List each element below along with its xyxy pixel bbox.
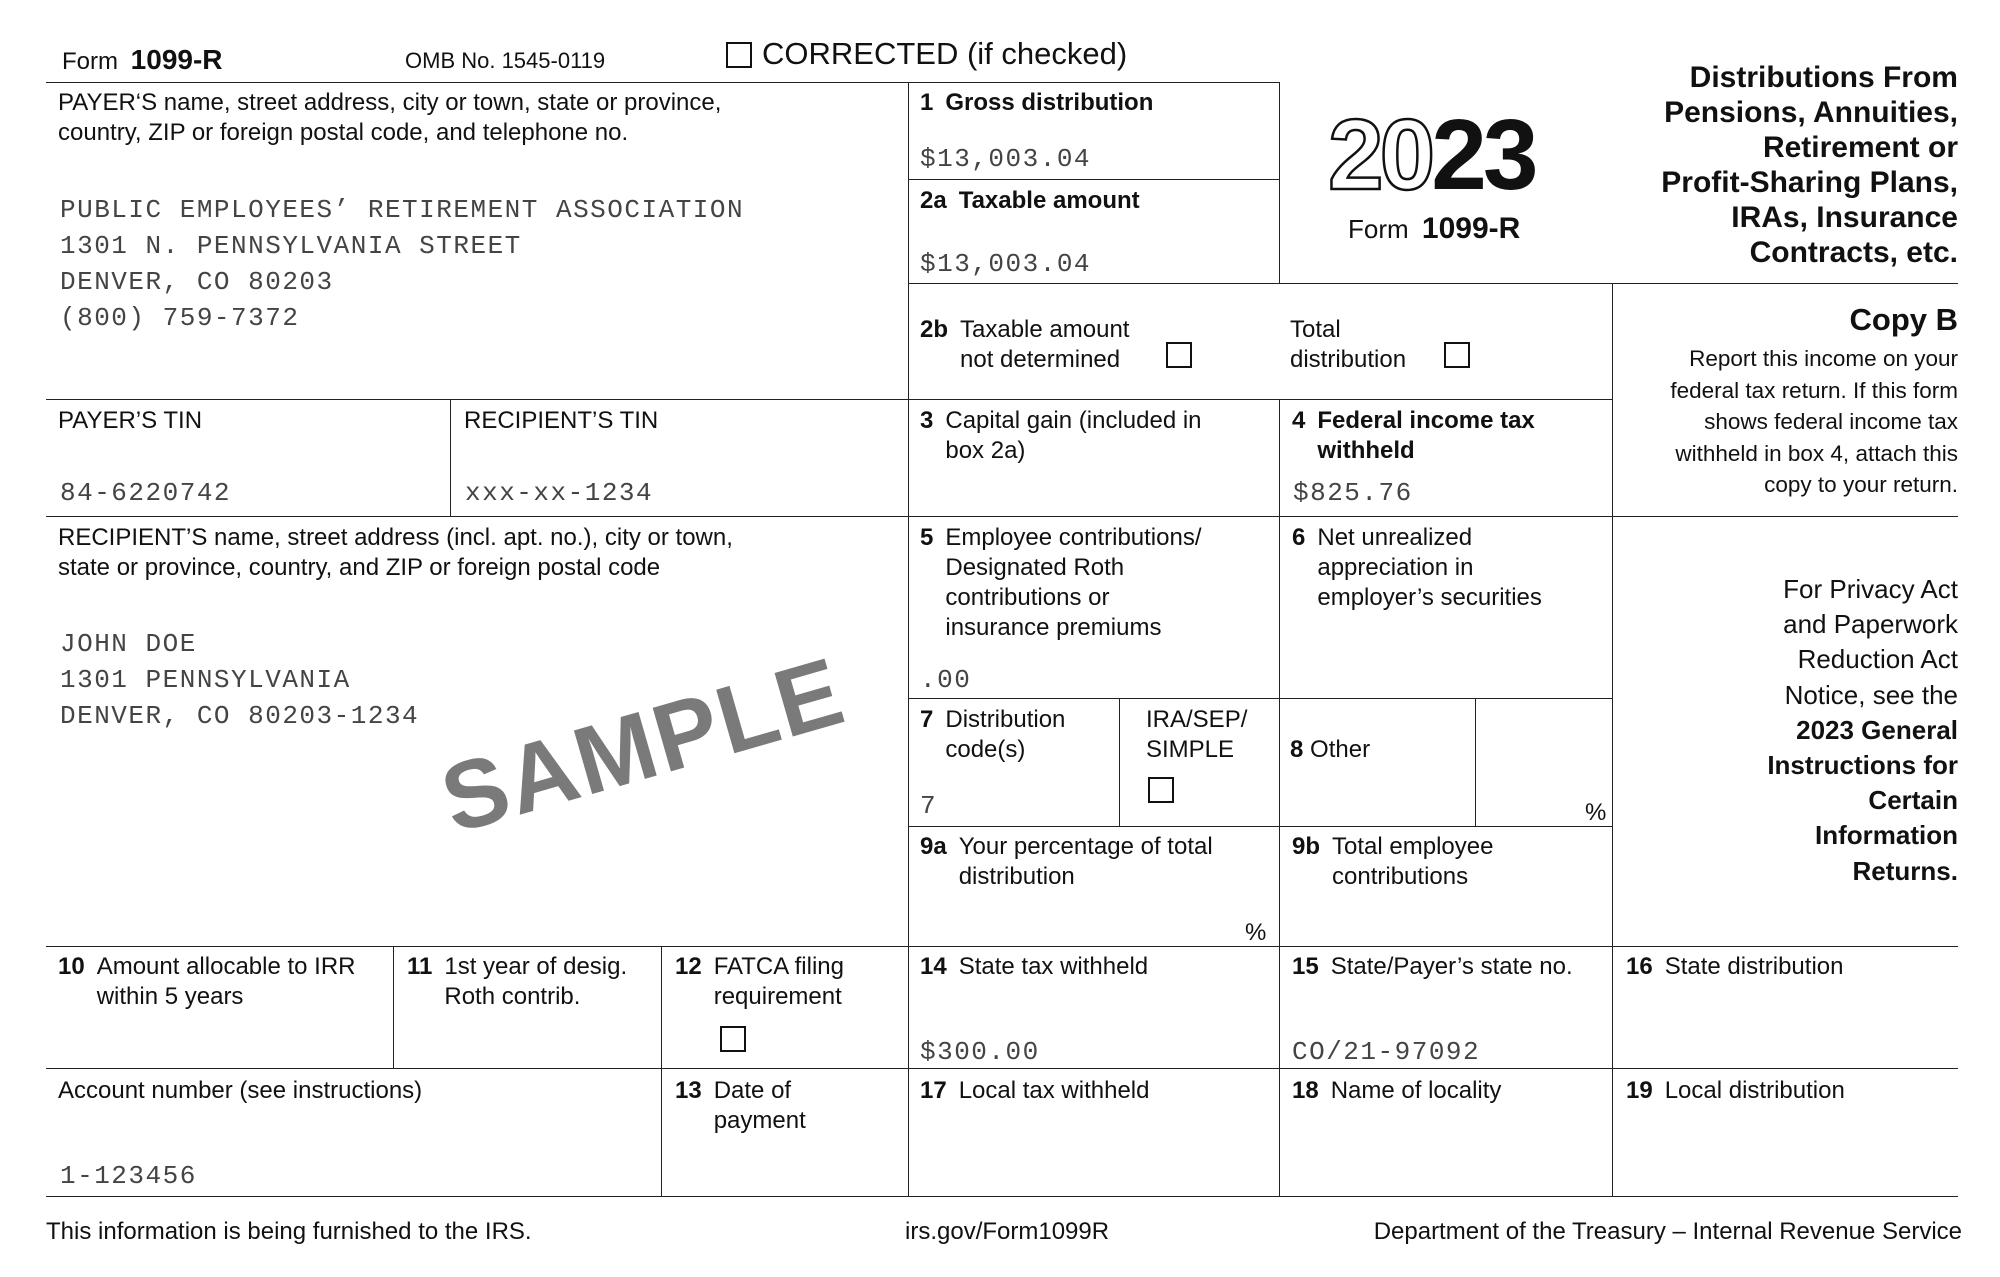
form-id [62, 44, 223, 76]
rule [450, 399, 451, 516]
box4-text: Federal income tax withheld [1317, 407, 1535, 464]
box19-text: Local distribution [1664, 1077, 1845, 1104]
rule [661, 946, 662, 1196]
box8-percent: % [1585, 799, 1607, 826]
rule [1612, 283, 1613, 1196]
box19-number: 19 [1626, 1077, 1653, 1104]
box14-value: $300.00 [920, 1037, 1040, 1067]
box1-number: 1 [920, 89, 934, 116]
total-distribution-label: Total distribution [1290, 316, 1407, 373]
box19-label [1626, 1076, 1845, 1106]
total-distribution-checkbox[interactable] [1444, 342, 1470, 368]
box14-number: 14 [920, 953, 947, 980]
box9a-percent: % [1245, 919, 1267, 946]
rule [46, 1196, 1958, 1197]
form-prefix: Form [62, 48, 118, 75]
box10-label [58, 952, 356, 1012]
box11-text: 1st year of desig. Roth contrib. [444, 953, 628, 1010]
tax-year-prefix: 20 [1328, 99, 1432, 211]
box2a-text: Taxable amount [958, 187, 1140, 214]
box3-text: Capital gain (included in box 2a) [945, 407, 1202, 464]
rule [46, 516, 1958, 517]
box17-label [920, 1076, 1149, 1106]
payer-value: PUBLIC EMPLOYEES’ RETIREMENT ASSOCIATION 1301 N. PENNSYLVANIA STREET DENVER, CO 80203 (800) 759-7372 [60, 195, 745, 333]
box9b-label [1292, 832, 1493, 892]
box17-number: 17 [920, 1077, 947, 1104]
box12-label [675, 952, 844, 1012]
box15-text: State/Payer’s state no. [1330, 953, 1573, 980]
corrected-label: CORRECTED (if checked) [762, 36, 1128, 71]
box2a-number: 2a [920, 187, 947, 214]
box14-label [920, 952, 1148, 982]
payer-label: PAYER‘S name, street address, city or town, state or province, country, ZIP or foreign postal code, and telephone no. [58, 89, 722, 146]
account-value: 1-123456 [60, 1161, 197, 1191]
box2b-text: Taxable amount not determined [960, 316, 1130, 373]
privacy-instructions: 2023 General Instructions for Certain Information Returns. [1767, 714, 1958, 886]
box2a-value: $13,003.04 [920, 249, 1092, 279]
tax-year-suffix: 23 [1431, 99, 1535, 211]
account-label: Account number (see instructions) [58, 1077, 423, 1104]
year-form-number: 1099-R [1421, 212, 1521, 245]
box18-number: 18 [1292, 1077, 1319, 1104]
box4-value: $825.76 [1293, 478, 1413, 508]
box2b-checkbox[interactable] [1166, 342, 1192, 368]
rule [1279, 399, 1280, 1196]
box1-value: $13,003.04 [920, 144, 1092, 174]
box5-text: Employee contributions/ Designated Roth contributions or insurance premiums [945, 524, 1202, 641]
footer-left: This information is being furnished to the IRS. [46, 1218, 532, 1245]
payer-tin-value: 84-6220742 [60, 478, 232, 508]
year-form-id [1348, 212, 1520, 246]
copy-instructions: Report this income on your federal tax return. If this form shows federal income tax withheld in box 4, attach this copy to your return. [1670, 346, 1958, 497]
box10-number: 10 [58, 953, 85, 980]
box16-text: State distribution [1664, 953, 1844, 980]
box15-value: CO/21-97092 [1292, 1037, 1481, 1067]
box13-label [675, 1076, 806, 1136]
rule [908, 179, 1279, 180]
form-title: Distributions From Pensions, Annuities, Retirement or Profit-Sharing Plans, IRAs, Insurance Contracts, etc. [1661, 61, 1958, 269]
box9a-text: Your percentage of total distribution [958, 833, 1213, 890]
box5-number: 5 [920, 524, 934, 551]
rule [46, 946, 1958, 947]
tax-year [1328, 100, 1534, 210]
box5-label [920, 523, 1202, 643]
box3-number: 3 [920, 407, 934, 434]
box5-value: .00 [920, 665, 972, 695]
box6-text: Net unrealized appreciation in employer’s securities [1317, 524, 1542, 611]
box2b-number: 2b [920, 316, 949, 343]
fatca-checkbox[interactable] [720, 1026, 746, 1052]
box6-label [1292, 523, 1542, 613]
box13-text: Date of payment [713, 1077, 806, 1134]
rule [908, 698, 1612, 699]
box9a-number: 9a [920, 833, 947, 860]
box2b-label [920, 315, 1129, 375]
recipient-value: JOHN DOE 1301 PENNSYLVANIA DENVER, CO 80203-1234 [60, 629, 420, 731]
box14-text: State tax withheld [958, 953, 1149, 980]
box10-text: Amount allocable to IRR within 5 years [96, 953, 356, 1010]
box8-number: 8 [1290, 736, 1304, 763]
copy-title: Copy B [1849, 302, 1958, 337]
box12-text: FATCA filing requirement [713, 953, 844, 1010]
omb-number: OMB No. 1545-0119 [405, 48, 606, 73]
privacy-text: For Privacy Act and Paperwork Reduction Act Notice, see the [1783, 574, 1958, 710]
box3-label [920, 406, 1202, 466]
rule [46, 399, 1612, 400]
box7-text: Distribution code(s) [945, 706, 1066, 763]
ira-sep-simple-checkbox[interactable] [1148, 777, 1174, 803]
box7-number: 7 [920, 706, 934, 733]
box7-label [920, 705, 1065, 765]
box9a-label [920, 832, 1213, 892]
box16-number: 16 [1626, 953, 1653, 980]
payer-tin-label: PAYER’S TIN [58, 407, 203, 434]
box17-text: Local tax withheld [958, 1077, 1150, 1104]
rule [1279, 82, 1280, 283]
recipient-label: RECIPIENT’S name, street address (incl. apt. no.), city or town, state or province, country, and ZIP or foreign postal code [58, 524, 733, 581]
box13-number: 13 [675, 1077, 702, 1104]
footer-right: Department of the Treasury – Internal Revenue Service [1373, 1218, 1962, 1245]
box4-label [1292, 406, 1535, 466]
box15-number: 15 [1292, 953, 1319, 980]
box2a-label [920, 186, 1140, 216]
box4-number: 4 [1292, 407, 1306, 434]
box11-label [407, 952, 627, 1012]
box15-label [1292, 952, 1573, 982]
rule [393, 946, 394, 1068]
box8-text: Other [1310, 736, 1371, 763]
recipient-tin-label: RECIPIENT’S TIN [464, 407, 659, 434]
corrected-checkbox[interactable] [726, 42, 752, 68]
box18-text: Name of locality [1330, 1077, 1502, 1104]
box6-number: 6 [1292, 524, 1306, 551]
box9b-number: 9b [1292, 833, 1321, 860]
box9b-text: Total employee contributions [1332, 833, 1494, 890]
rule [908, 826, 1612, 827]
rule [908, 283, 1958, 284]
box11-number: 11 [407, 953, 433, 980]
form-number: 1099-R [130, 44, 223, 75]
rule [46, 82, 1279, 83]
rule [1119, 698, 1120, 826]
year-form-prefix: Form [1348, 214, 1409, 244]
box1-text: Gross distribution [945, 89, 1154, 116]
footer-url[interactable]: irs.gov/Form1099R [905, 1218, 1110, 1245]
box16-label [1626, 952, 1843, 982]
box7-value: 7 [920, 791, 938, 821]
box8-label [1290, 705, 1370, 765]
rule [908, 82, 909, 1196]
box1-label [920, 88, 1153, 118]
sample-watermark: SAMPLE [430, 637, 856, 854]
rule [1475, 698, 1476, 826]
box12-number: 12 [675, 953, 702, 980]
ira-sep-simple-label: IRA/SEP/ SIMPLE [1146, 706, 1248, 763]
box18-label [1292, 1076, 1501, 1106]
privacy-notice [1638, 572, 1958, 889]
recipient-tin-value: xxx-xx-1234 [465, 478, 654, 508]
